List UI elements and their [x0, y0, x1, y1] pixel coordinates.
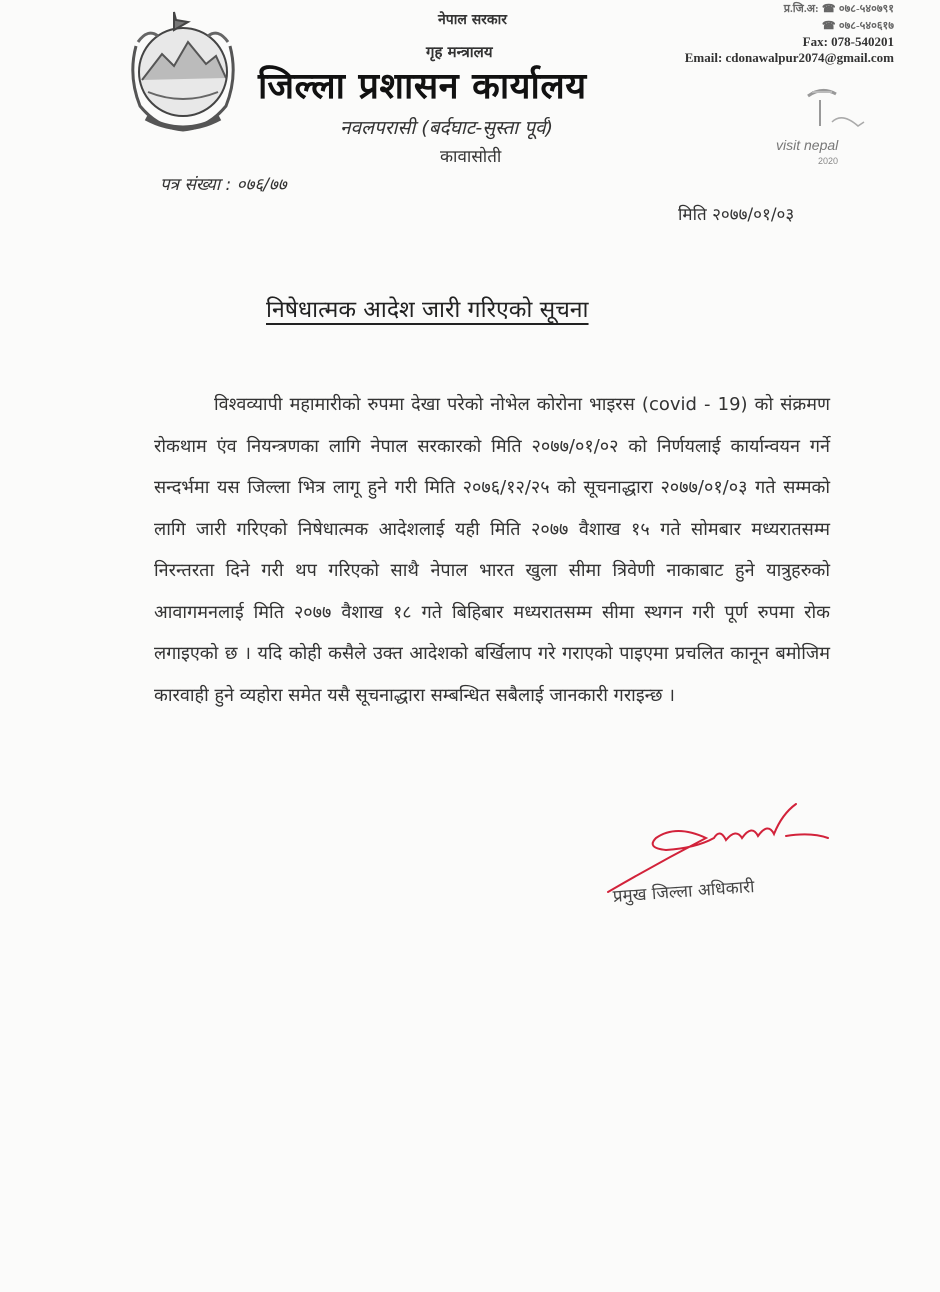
government-name: नेपाल सरकार — [438, 12, 508, 28]
fax-number: Fax: 078-540201 — [802, 34, 894, 49]
visit-nepal-text: visit nepal — [776, 137, 839, 153]
signatory-title: प्रमुख जिल्ला अधिकारी — [612, 877, 756, 907]
nepal-government-emblem-icon — [118, 6, 248, 138]
phone-row-1 — [685, 0, 894, 17]
phone-label: प्र.जि.अ: — [783, 3, 819, 15]
visit-nepal-logo-icon — [772, 82, 892, 172]
email-address: Email: cdonawalpur2074@gmail.com — [684, 50, 894, 65]
phone-number-2: ०७८-५४०६१७ — [838, 20, 894, 32]
ministry-name: गृह मन्त्रालय — [426, 43, 493, 61]
district-name: नवलपरासी (बर्दघाट-सुस्ता पूर्व) — [340, 117, 554, 139]
office-title: जिल्ला प्रशासन कार्यालय — [258, 66, 587, 107]
notice-title: निषेधात्मक आदेश जारी गरिएको सूचना — [266, 297, 589, 323]
phone-icon: ☎ — [821, 3, 836, 15]
letter-date: मिति २०७७/०१/०३ — [678, 205, 795, 225]
contact-block — [685, 0, 894, 66]
phone-number-1: ०७८-५४०७९१ — [838, 3, 894, 15]
location-name: कावासोती — [440, 147, 502, 167]
phone-row-2 — [685, 17, 894, 34]
letter-number: पत्र संख्या : ०७६/७७ — [160, 175, 287, 195]
notice-body: विश्वव्यापी महामारीको रुपमा देखा परेको नोभेल कोरोना भाइरस (covid - 19) को संक्रमण रोकथाम एंव नियन्त्रणका लागि नेपाल सरकारको मिति २०७७/०१/०२ को निर्णयलाई कार्यान्वयन गर्ने सन्दर्भमा यस जिल्ला भित्र लागू हुने गरी मिति २०७६/१२/२५ को सूचनाद्धारा २०७७/०१/०३ गते सम्मको लागि जारी गरिएको निषेधात्मक आदेशलाई यही मिति २०७७ वैशाख १५ गते सोमबार मध्यरातसम्म निरन्तरता दिने गरी थप गरिएको साथै नेपाल भारत खुला सीमा त्रिवेणी नाकाबाट हुने यात्रुहरुको आवागमनलाई मिति २०७७ वैशाख १८ गते बिहिबार मध्यरातसम्म सीमा स्थगन गरी पूर्ण रुपमा रोक लगाइएको छ । यदि कोही कसैले उक्त आदेशको बर्खिलाप गरे गराएको पाइएमा प्रचलित कानून बमोजिम कारवाही हुने व्यहोरा समेत यसै सूचनाद्धारा सम्बन्धित सबैलाई जानकारी गराइन्छ । — [154, 394, 830, 706]
phone-icon: ☎ — [821, 20, 836, 32]
visit-nepal-year: 2020 — [818, 156, 839, 166]
